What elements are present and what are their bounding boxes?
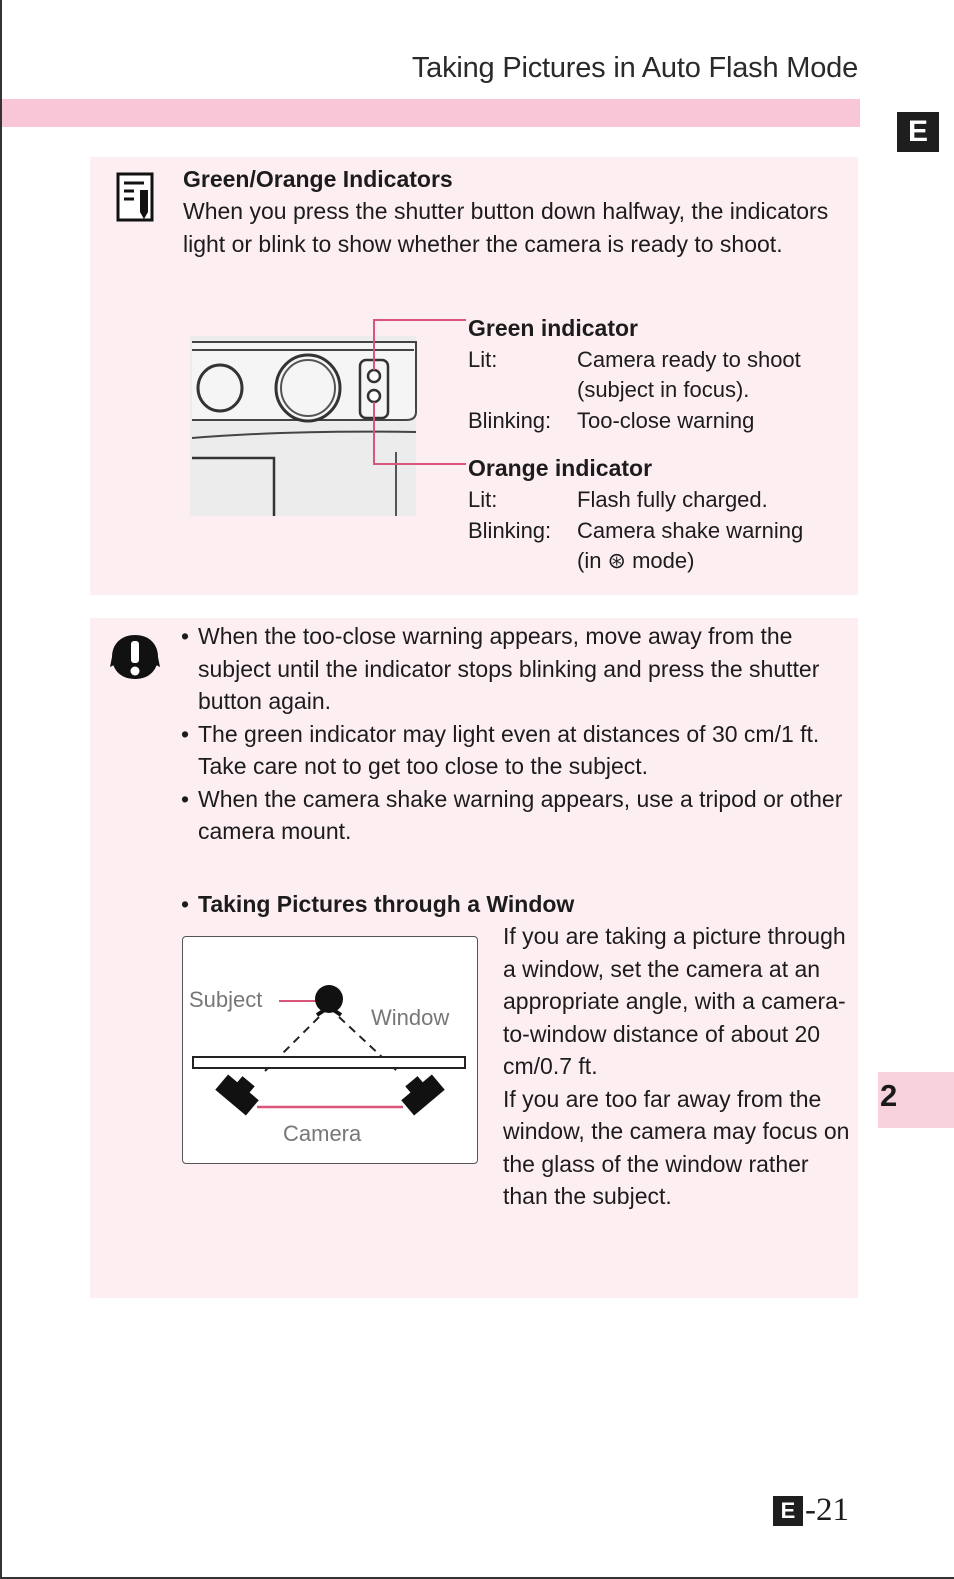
window-diagram (182, 936, 478, 1164)
caution-bullet-3: • When the camera shake warning appears, use a tripod or other camera mount. (181, 783, 846, 848)
page-number-value: -21 (805, 1492, 849, 1528)
orange-blink-text-1: Camera shake warning (577, 518, 804, 543)
page-number (773, 1492, 849, 1529)
indicators-title: Green/Orange Indicators (183, 166, 453, 192)
chapter-tab-number: 2 (880, 1078, 898, 1113)
caution-bullet-1: • When the too-close warning appears, move away from the subject until the indicator stops blinking and press the shutter button again. (181, 620, 846, 718)
green-lit-label: Lit: (468, 347, 498, 372)
camera-label: Camera (283, 1121, 362, 1146)
green-blink-label: Blinking: (468, 408, 552, 433)
window-section-text (503, 920, 858, 1213)
orange-lit-label: Lit: (468, 487, 498, 512)
header-pink-band (2, 99, 860, 127)
orange-blink-label: Blinking: (468, 518, 552, 543)
indicators-intro: When you press the shutter button down halfway, the indicators light or blink to show whether the camera is ready to shoot. (183, 198, 829, 257)
window-section-title: • Taking Pictures through a Window (181, 888, 574, 921)
caution-icon (110, 633, 160, 683)
caution-bullets (181, 620, 846, 848)
green-blink-text: Too-close warning (577, 408, 755, 433)
green-lit-text-1: Camera ready to shoot (577, 347, 801, 372)
caution-bullet-2: • The green indicator may light even at distances of 30 cm/1 ft. Take care not to get too close to the subject. (181, 718, 846, 783)
orange-indicator-title: Orange indicator (468, 455, 653, 481)
window-paragraph-1: If you are taking a picture through a window, set the camera at an appropriate angle, with a camera-to-window distance of about 20 cm/0.7 ft. (503, 923, 846, 1079)
section-tab-e: E (897, 112, 939, 152)
green-indicator-title: Green indicator (468, 315, 638, 341)
subject-label: Subject (189, 987, 263, 1012)
window-label: Window (371, 1005, 450, 1030)
page-number-letter: E (773, 1496, 803, 1526)
camera-top-illustration (190, 312, 470, 524)
orange-blink-text-2: (in ⊛ mode) (577, 548, 695, 573)
page-header-title: Taking Pictures in Auto Flash Mode (411, 52, 858, 84)
window-paragraph-2: If you are too far away from the window, the camera may focus on the glass of the window rather than the subject. (503, 1085, 850, 1209)
green-lit-text-2: (subject in focus). (577, 377, 750, 402)
orange-lit-text: Flash fully charged. (577, 487, 768, 512)
memo-icon (116, 172, 156, 224)
